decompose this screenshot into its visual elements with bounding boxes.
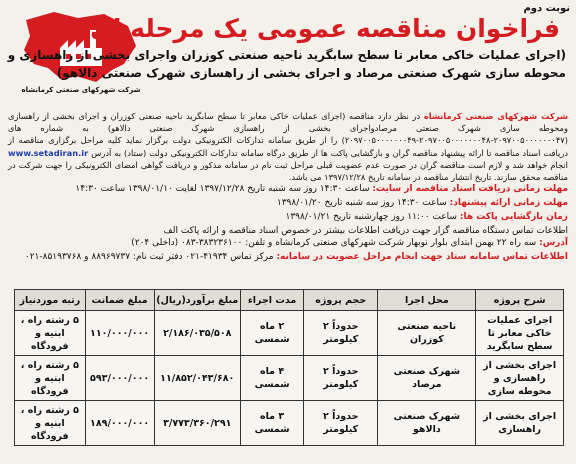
intro-text-2: انجام خواهد شد و لازم است مناقصه گران در صورت عدم عضویت قبلی مراحل ثبت نام در سامانه مذکور و دریافت گواهی امضای الکترونیکی را جهت شرکت در مناقصه محقق سازند. (8, 159, 568, 183)
cell-grade: ۵ رشته راه ، ابنیه و فرودگاه (15, 356, 86, 401)
col-header-guarantee: مبلغ ضمانت (85, 290, 154, 311)
address-label: آدرس: (539, 238, 568, 248)
cell-project: اجرای بخشی از راهسازی (476, 401, 564, 446)
info-note: اطلاعات تماس دستگاه مناقصه گزار جهت دریافت اطلاعات بیشتر در خصوص اسناد مناقصه و ارائه پاکت الف (163, 226, 568, 236)
notice-subtitle-2: محوطه سازی شهرک صنعتی مرصاد و اجرای بخشی از راهسازی شهرک صنعتی دالاهو) (56, 66, 566, 80)
cell-project: اجرای عملیات خاکی معابر تا سطح سابگرید (476, 311, 564, 356)
cell-guarantee: ۱۱۰/۰۰۰/۰۰۰ (85, 311, 154, 356)
cell-project: اجرای بخشی از راهسازی و محوطه سازی (476, 356, 564, 401)
cell-location: شهرک صنعتی دالاهو (378, 401, 476, 446)
opening-time (8, 210, 568, 224)
cell-grade: ۵ رشته راه ، ابنیه و فرودگاه (15, 401, 86, 446)
docs-deadline-value: ساعت ۱۴:۳۰ روز سه شنبه تاریخ ۱۳۹۷/۱۲/۲۸ لغایت ۱۳۹۸/۰۱/۱۰ ساعت ۱۴:۳۰ (75, 184, 370, 194)
offers-deadline (8, 196, 568, 210)
cell-volume: حدوداً ۲ کیلومتر (304, 311, 378, 356)
publish-date-text: تاریخ انتشار مناقصه در سامانه تاریخ ۱۳۹۷/۱۲/۲۸ می باشد. (288, 172, 492, 183)
col-header-project: شرح پروژه (476, 290, 564, 311)
notice-title: فراخوان مناقصه عمومی یک مرحله ای (89, 14, 560, 43)
col-header-volume: حجم پروژه (304, 290, 378, 311)
docs-deadline-label: مهلت زمانی دریافت اسناد مناقصه از سایت: (372, 184, 568, 194)
support-value: مرکز تماس ۴۱۹۳۴-۰۲۱ دفتر ثبت نام: ۸۸۹۶۹۷۳۷ و ۸۵۱۹۳۷۶۸-۰۲۱ (24, 252, 274, 262)
address-line (8, 236, 568, 250)
cell-location: شهرک صنعتی مرصاد (378, 356, 476, 401)
table-header-row (15, 290, 564, 311)
support-line (8, 250, 568, 264)
cell-grade: ۵ رشته راه ، ابنیه و فرودگاه (15, 311, 86, 356)
cell-volume: حدوداً ۲ کیلومتر (304, 401, 378, 446)
table-row (15, 356, 564, 401)
cell-estimate: ۱۱/۸۵۲/۰۴۳/۶۸۰ (154, 356, 241, 401)
address-value: سه راه ۲۲ بهمن ابتدای بلوار نوبهار شرکت شهرکهای صنعتی کرمانشاه و تلفن: ۳۸۳۲۳۶۱۰۰-۰۸۳ (داخلی ۲۰۴) (131, 238, 537, 248)
intro-text-1: در نظر دارد مناقصه (اجرای عملیات خاکی معابر تا سطح سابگرید ناحیه صنعتی کوزران و اجرای بخشی از راهسازی ومحوطه سازی شهرک صنعتی مرصادواجرای بخشی از راهسازی شهرک صنعتی دالاهو) به شماره های (۲۰۹۷۰۰۵۰۰۰۰۰۰۰۴۷-۲۰۹۷۰۰۵۰۰۰۰۰۰۰۴۸-۲۰۹۷۰۰۵۰۰۰۰۰۰۰۴۹) را از طریق سامانه تدارکات الکترونیکی دولت برگزار نماید کلیه مراحل برگزاری مناقصه از دریافت اسناد مناقصه تا ارائه پیشنهاد مناقصه گران و بازگشایی پاکت ها از طریق درگاه سامانه تدارکات الکترونیکی دولت (ستاد) به آدرس (8, 111, 569, 158)
cell-guarantee: ۵۹۳/۰۰۰/۰۰۰ (85, 356, 154, 401)
projects-table (14, 289, 564, 446)
logo-caption: شرکت شهرکهای صنعتی کرمانشاه (21, 86, 141, 94)
table-row (15, 311, 564, 356)
col-header-grade: رتبه موردنیاز (15, 290, 86, 311)
offers-deadline-value: ساعت ۱۴:۳۰ روز سه شنبه تاریخ ۱۳۹۸/۰۱/۲۰ (276, 198, 447, 208)
offers-deadline-label: مهلت زمانی ارائه پیشنهاد: (449, 198, 568, 208)
col-header-duration: مدت اجراء (241, 290, 304, 311)
setad-link[interactable]: www.setadiran.ir (8, 147, 89, 158)
opening-time-value: ساعت ۱۱:۰۰ روز چهارشنبه تاریخ ۱۳۹۸/۰۱/۲۱ (285, 212, 457, 222)
deadlines-block (8, 182, 568, 238)
support-label: اطلاعات تماس سامانه ستاد جهت انجام مراحل عضویت در سامانه: (276, 252, 568, 262)
docs-deadline (8, 182, 568, 196)
cell-estimate: ۳/۷۷۳/۳۶۰/۲۹۱ (154, 401, 241, 446)
cell-location: ناحیه صنعتی کوزران (378, 311, 476, 356)
cell-volume: حدوداً ۲ کیلومتر (304, 356, 378, 401)
contact-block (8, 236, 568, 264)
cell-duration: ۴ ماه شمسی (241, 356, 304, 401)
col-header-estimate: مبلغ برآورد(ریال) (154, 290, 241, 311)
edition-label: نوبت دوم (523, 3, 570, 14)
cell-estimate: ۲/۱۸۶/۰۳۵/۵۰۸ (154, 311, 241, 356)
cell-duration: ۳ ماه شمسی (241, 401, 304, 446)
intro-paragraph (8, 110, 568, 183)
notice-subtitle-1: (اجرای عملیات خاکی معابر تا سطح سابگرید ناحیه صنعتی کوزران واجرای بخشی از راهسازی و (7, 48, 566, 62)
cell-duration: ۲ ماه شمسی (241, 311, 304, 356)
cell-guarantee: ۱۸۹/۰۰۰/۰۰۰ (85, 401, 154, 446)
col-header-location: محل اجرا (378, 290, 476, 311)
opening-time-label: زمان بازگشایی پاکت ها: (459, 212, 568, 222)
intro-lead: شرکت شهرکهای صنعتی کرمانشاه (423, 111, 569, 121)
table-row (15, 401, 564, 446)
